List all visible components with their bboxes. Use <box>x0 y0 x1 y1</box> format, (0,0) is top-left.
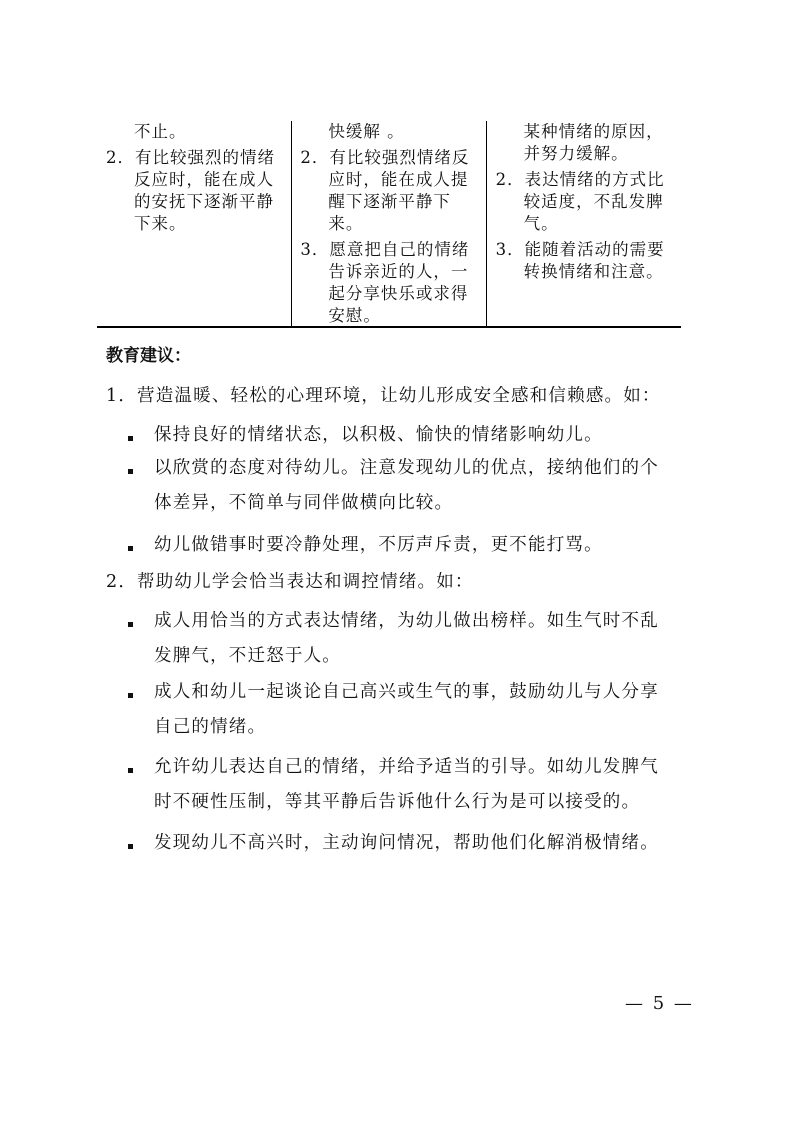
table-cell-line: 转换情绪和注意。 <box>523 262 664 281</box>
bullet-square-icon <box>128 768 133 773</box>
advice-item-2: 2．帮助幼儿学会恰当表达和调控情绪。如： <box>106 572 474 592</box>
bullet-square-icon <box>128 844 133 849</box>
table-cell-line: 2．表达情绪的方式比 <box>495 170 665 189</box>
table-cell-line: 来。 <box>328 214 364 233</box>
table-cell-line: 告诉亲近的人，一 <box>328 262 469 281</box>
bullet-square-icon <box>128 546 133 551</box>
table-cell-line: 安慰。 <box>328 306 381 325</box>
bullet-text: 允许幼儿表达自己的情绪，并给予适当的引导。如幼儿发脾气 <box>154 757 659 777</box>
advice-heading: 教育建议： <box>106 346 191 366</box>
table-cell-line: 反应时，能在成人 <box>134 170 274 189</box>
bullet-text: 成人用恰当的方式表达情绪，为幼儿做出榜样。如生气时不乱 <box>154 611 659 631</box>
bullet-square-icon <box>128 693 133 698</box>
table-cell-line: 起分享快乐或求得 <box>328 284 469 303</box>
table-cell-line: 下来。 <box>134 214 187 233</box>
table-cell-line: 不止。 <box>134 122 187 141</box>
bullet-text-continued: 时不硬性压制，等其平静后告诉他什么行为是可以接受的。 <box>154 792 641 812</box>
table-cell-line: 2．有比较强烈情绪反 <box>300 148 470 167</box>
table-cell-line: 某种情绪的原因， <box>523 122 664 141</box>
bullet-text-continued: 发脾气，不迁怒于人。 <box>154 646 341 666</box>
table-cell-line: 3．愿意把自己的情绪 <box>300 240 470 259</box>
table-cell-line: 的安抚下逐渐平静 <box>134 192 274 211</box>
bullet-text: 保持良好的情绪状态，以积极、愉快的情绪影响幼儿。 <box>154 425 603 445</box>
bullet-text: 幼儿做错事时要冷静处理，不厉声斥责，更不能打骂。 <box>154 535 603 555</box>
bullet-text-continued: 自己的情绪。 <box>154 717 267 737</box>
development-table <box>97 121 681 328</box>
bullet-text: 以欣赏的态度对待幼儿。注意发现幼儿的优点，接纳他们的个 <box>154 458 659 478</box>
table-column-1 <box>97 121 291 326</box>
bullet-text: 成人和幼儿一起谈论自己高兴或生气的事，鼓励幼儿与人分享 <box>154 682 659 702</box>
table-cell-line: 较适度，不乱发脾 <box>523 192 664 211</box>
table-cell-line: 醒下逐渐平静下 <box>328 192 451 211</box>
table-column-2 <box>291 121 485 326</box>
table-cell-line: 快缓解 。 <box>328 122 405 141</box>
bullet-text-continued: 体差异，不简单与同伴做横向比较。 <box>154 493 454 513</box>
bullet-square-icon <box>128 622 133 627</box>
bullet-square-icon <box>128 436 133 441</box>
table-cell-line: 2．有比较强烈的情绪 <box>106 148 275 167</box>
bullet-text: 发现幼儿不高兴时，主动询问情况，帮助他们化解消极情绪。 <box>154 833 659 853</box>
page-number: — 5 — <box>625 993 694 1014</box>
table-cell-line: 3．能随着活动的需要 <box>495 240 665 259</box>
table-cell-line: 气。 <box>523 214 559 233</box>
table-cell-line: 应时，能在成人提 <box>328 170 469 189</box>
bullet-square-icon <box>128 469 133 474</box>
advice-item-1: 1．营造温暖、轻松的心理环境，让幼儿形成安全感和信赖感。如： <box>106 386 661 406</box>
table-cell-line: 并努力缓解。 <box>523 144 629 163</box>
table-column-3 <box>486 121 681 326</box>
